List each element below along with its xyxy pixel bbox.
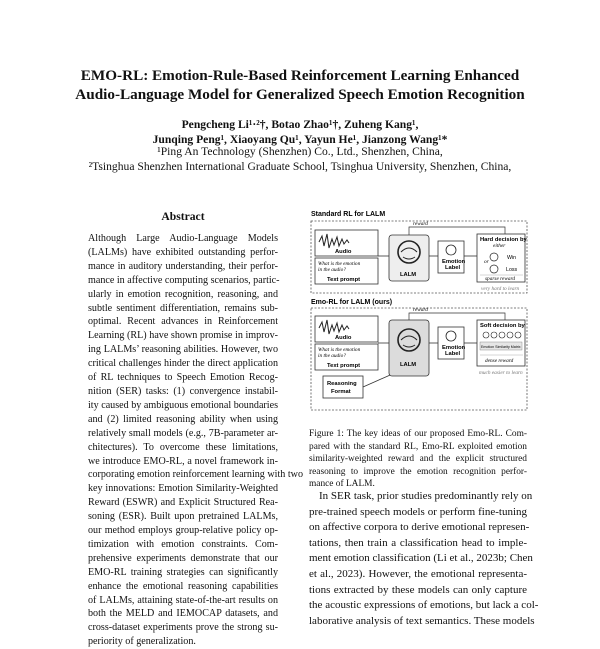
svg-text:Soft decision by: Soft decision by (480, 323, 525, 329)
abstract-line: our method employs group-relative policy op- (88, 525, 278, 537)
body-paragraph (309, 489, 539, 629)
title-line-1: EMO-RL: Emotion-Rule-Based Reinforcement Learning Enhanced (80, 67, 520, 84)
svg-text:or: or (484, 259, 489, 265)
authors (0, 118, 600, 147)
svg-text:Format: Format (331, 389, 351, 395)
abstract-line: soning (ESR). Built upon pretrained LALMs, (88, 511, 278, 523)
abstract-line: subtle sentiment differentiation, remains sub- (88, 302, 278, 314)
body-line: In SER task, prior studies predominantly rely on (319, 490, 533, 502)
audio-label-1: Audio (335, 249, 352, 255)
authors-line-1: Pengcheng Li¹·²†, Botao Zhao¹†, Zuheng Kang¹, (181, 118, 419, 131)
svg-text:LALM: LALM (400, 362, 417, 368)
abstract-line: of LALMs, attaining state-of-the-art results on (88, 594, 278, 606)
affiliation-line-1: ¹Ping An Technology (Shenzhen) Co., Ltd., Shenzhen, China, (157, 145, 443, 158)
svg-text:Loss: Loss (506, 267, 518, 273)
win-icon (490, 253, 498, 261)
svg-text:Emotion Similarity Matrix: Emotion Similarity Matrix (481, 345, 521, 349)
abstract-body (88, 232, 303, 649)
much-easier-label: much easier to learn (479, 370, 523, 376)
body-line: et al., 2023). However, the emotional representa- (309, 567, 527, 580)
reward-arrow-2 (409, 313, 505, 320)
abstract-line: critical challenges hinder the direct application (88, 358, 278, 370)
prompt-text-1a: What is the emotion (318, 261, 361, 267)
affiliation-line-2: ²Tsinghua Shenzhen International Graduate School, Tsinghua University, Shenzhen, China, (88, 159, 512, 173)
reward-label-1: reward (413, 221, 428, 227)
svg-text:Label: Label (445, 351, 461, 357)
abstract-line: periority of generalization. (88, 636, 196, 648)
svg-text:Label: Label (445, 265, 461, 271)
svg-text:Reasoning: Reasoning (327, 381, 357, 387)
face-icon-2 (446, 331, 456, 341)
abstract-line: nition (SER) tasks: (1) convergence instabil- (88, 385, 278, 397)
body-line: on affective corpora to derive emotional represen- (309, 521, 530, 534)
caption-line: pared with the standard RL, Emo-RL exploited emotion (309, 441, 527, 452)
abstract-line: timization with emotion constraints. Com- (88, 538, 278, 550)
svg-text:Win: Win (507, 255, 517, 261)
title-line-2: Audio-Language Model for Generalized Speech Emotion Recognition (75, 86, 525, 103)
svg-text:sparse reward: sparse reward (485, 276, 516, 282)
loss-icon (490, 265, 498, 273)
abstract-line: EMO-RL training strategies can significantly (88, 566, 278, 578)
caption-line: mance of LALM. (309, 479, 375, 490)
caption-line: similarity-weighted reward and the explicit structured (309, 454, 527, 465)
body-line: the acoustic expressions of emotions, but lack a col- (309, 599, 539, 612)
body-line: pre-trained speech models or perform fine-tuning (309, 505, 527, 518)
svg-text:What is the emotion: What is the emotion (318, 347, 361, 353)
paper-title (0, 66, 600, 104)
very-hard-label: very hard to learn (481, 286, 520, 292)
lalm-label-1: LALM (400, 272, 417, 278)
abstract-line: relatively small models (e.g., 7B-parameter ar- (88, 427, 278, 439)
abstract-heading: Abstract (161, 210, 205, 223)
svg-text:Emotion: Emotion (442, 345, 466, 351)
abstract-line: prehensive experiments demonstrate that our (88, 552, 278, 564)
authors-line-2: Junqing Peng¹, Xiaoyang Qu¹, Yayun He¹, Jianzong Wang¹* (152, 132, 448, 146)
abstract-line: of RL techniques to Speech Emotion Recog- (88, 372, 278, 384)
abstract-line: we introduce EMO-RL, a novel framework in- (88, 455, 278, 467)
abstract-line: corporating emotion reinforcement learning with two (88, 469, 303, 481)
abstract-line: (LALMs) have exhibited outstanding perfor- (88, 246, 278, 258)
abstract-line: Reward (ESWR) and Explicit Structured Rea- (88, 497, 278, 509)
svg-text:in the audio?: in the audio? (318, 353, 346, 359)
svg-text:Hard decision by: Hard decision by (480, 237, 527, 243)
body-line: tions extracted by these models can only capture (309, 583, 527, 596)
figure-1 (309, 208, 529, 422)
svg-text:either: either (493, 243, 506, 249)
svg-text:Audio: Audio (335, 335, 352, 341)
abstract-line: chitectures). To overcome these limitations, (88, 441, 278, 453)
abstract-line: Although Large Audio-Language Models (88, 233, 278, 244)
abstract-line: cross-dataset experiments prove the strong su- (88, 622, 278, 634)
abstract-line: ing LALMs’ reasoning abilities. However, two (88, 344, 278, 356)
svg-text:dense reward: dense reward (485, 358, 514, 364)
svg-text:Text prompt: Text prompt (327, 363, 361, 369)
abstract-line: mance in affective computing scenarios, partic- (88, 274, 280, 286)
svg-text:reward: reward (413, 307, 428, 313)
abstract-line: ularly in emotion recognition, reasoning, and (88, 288, 278, 300)
figure-caption (309, 428, 527, 491)
prompt-label-1: Text prompt (327, 277, 361, 283)
abstract-line: both the MELD and IEMOCAP datasets, and (88, 608, 278, 620)
abstract-line: mance in auditory understanding, their perfor- (88, 260, 278, 272)
caption-line: reasoning to improve the emotion recognition perfor- (309, 466, 527, 477)
caption-line: Figure 1: The key ideas of our proposed Emo-RL. Com- (309, 429, 527, 439)
panel2-title: Emo-RL for LALM (ours) (311, 299, 393, 306)
abstract-line: key innovations: Emotion Similarity-Weighted (88, 483, 278, 495)
face-icon (446, 245, 456, 255)
prompt-text-1b: in the audio? (318, 267, 346, 273)
abstract-line: and (2) limited reasoning ability when using (88, 413, 278, 425)
affiliations (0, 145, 600, 174)
abstract-line: enhance the emotional reasoning capabilities (88, 580, 278, 592)
body-line: tations, then train a classification head to imple- (309, 536, 527, 549)
abstract-line: optimal. Recent advances in Reinforcement (88, 316, 278, 328)
panel1-title: Standard RL for LALM (311, 211, 386, 218)
body-line: ment emotion classification (Li et al., 2023b; Chen (309, 552, 533, 565)
abstract-line: ity caused by ambiguous emotional boundaries (88, 399, 278, 411)
body-line: laborative analysis of text semantics. These models (309, 614, 535, 627)
abstract-line: Learning (RL) have shown promise in improv- (88, 330, 278, 342)
svg-text:Emotion: Emotion (442, 259, 466, 265)
